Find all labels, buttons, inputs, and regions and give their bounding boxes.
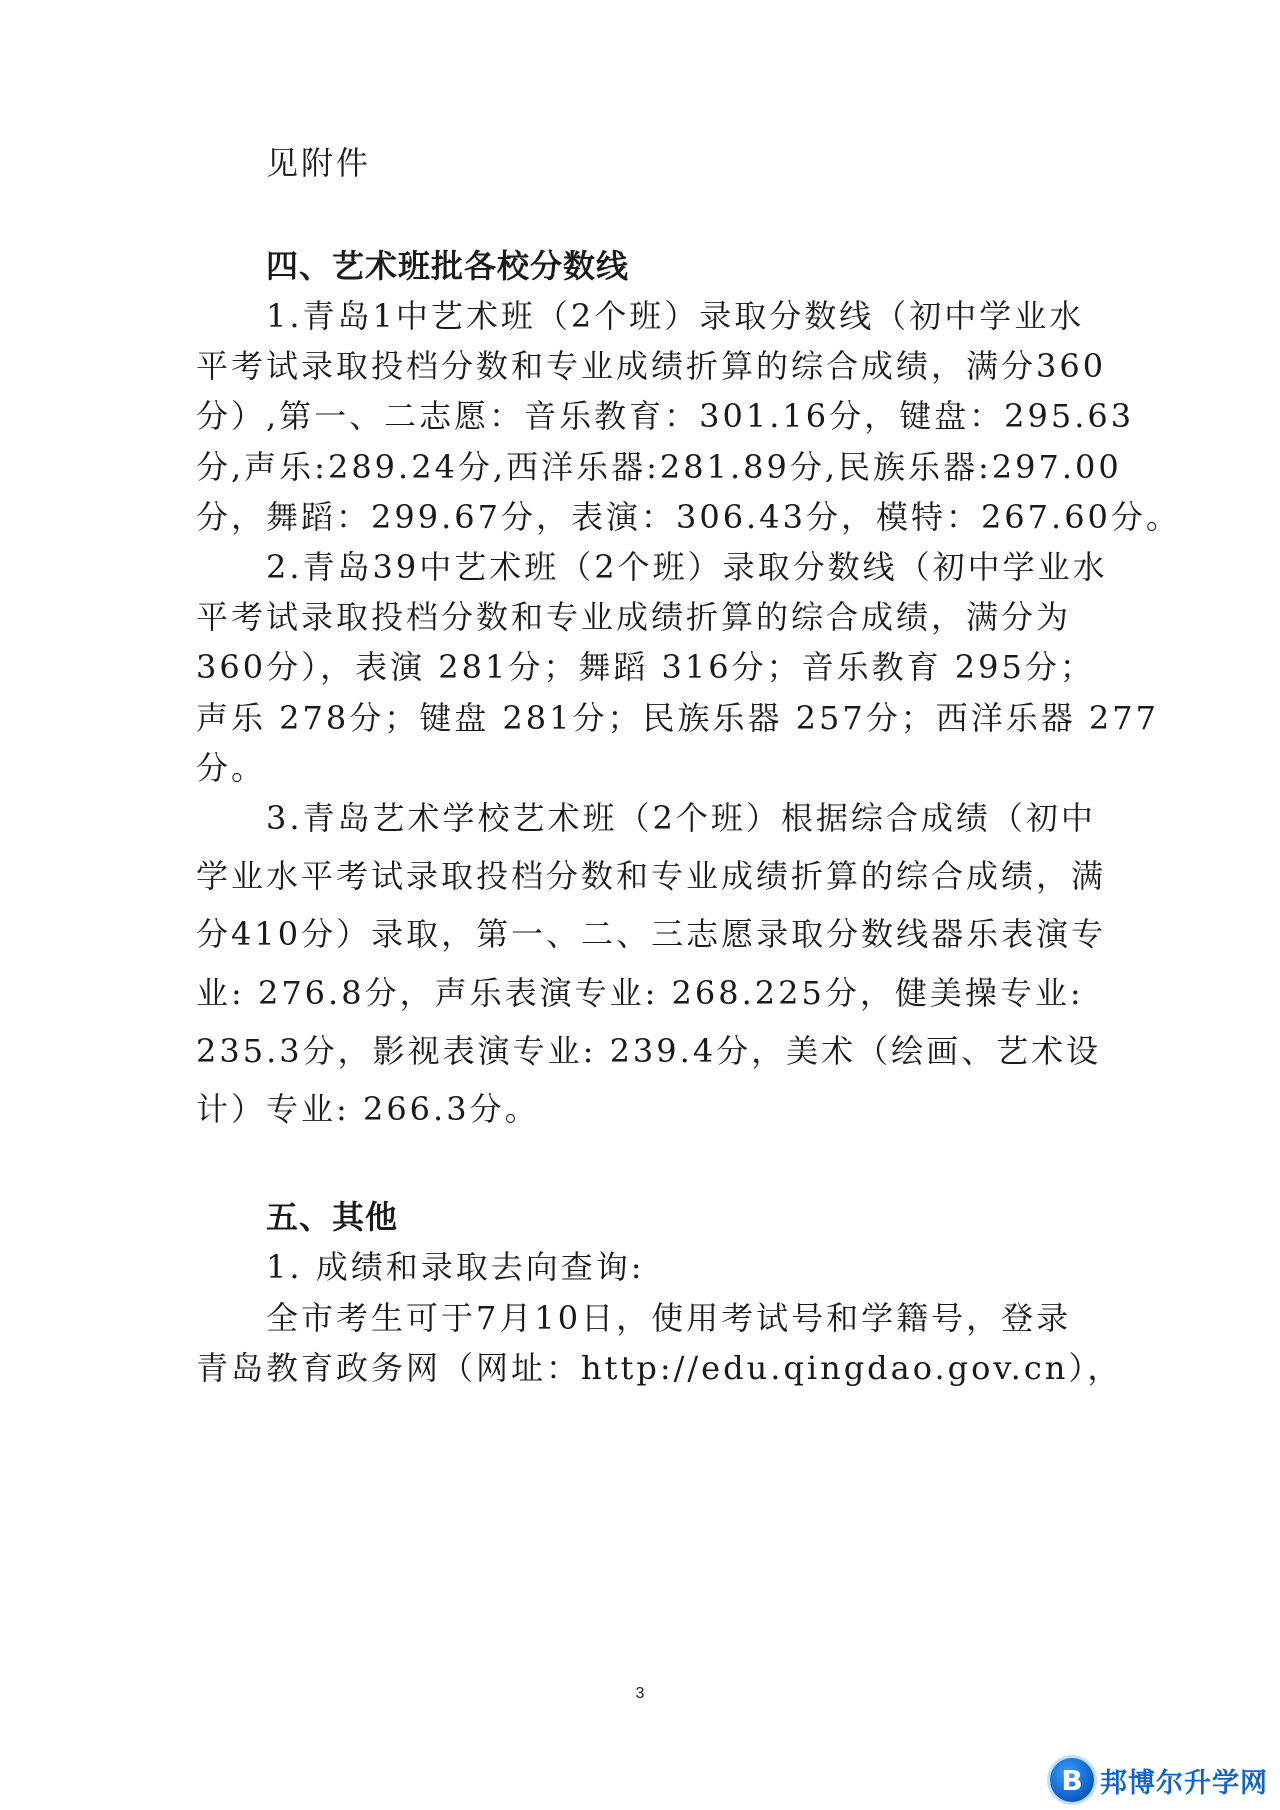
- watermark-logo-icon: B: [1050, 1758, 1094, 1802]
- section-heading-art-class: 四、艺术班批各校分数线: [266, 247, 630, 285]
- paragraph-line: 分。: [196, 749, 267, 787]
- paragraph-line: 1. 成绩和录取去向查询:: [266, 1248, 645, 1286]
- site-watermark: [1050, 1756, 1274, 1804]
- paragraph-line: 学业水平考试录取投档分数和专业成绩折算的综合成绩，满: [196, 857, 1107, 895]
- attachment-note: 见附件: [266, 144, 372, 182]
- paragraph-line: 360分），表演 281分；舞蹈 316分；音乐教育 295分；: [196, 648, 1095, 686]
- paragraph-line: 235.3分，影视表演专业: 239.4分，美术（绘画、艺术设: [196, 1032, 1102, 1070]
- paragraph-line: 业: 276.8分，声乐表演专业: 268.225分，健美操专业:: [196, 974, 1084, 1012]
- paragraph-line: 平考试录取投档分数和专业成绩折算的综合成绩，满分为: [196, 598, 1072, 636]
- paragraph-line: 1.青岛1中艺术班（2个班）录取分数线（初中学业水: [266, 297, 1085, 335]
- paragraph-line: 分，舞蹈：299.67分，表演：306.43分，模特：267.60分。: [196, 498, 1181, 536]
- paragraph-line: 青岛教育政务网（网址：http://edu.qingdao.gov.cn），: [196, 1349, 1123, 1387]
- paragraph-line: 2.青岛39中艺术班（2个班）录取分数线（初中学业水: [266, 548, 1108, 586]
- paragraph-line: 平考试录取投档分数和专业成绩折算的综合成绩，满分360: [196, 347, 1107, 385]
- paragraph-line: 计）专业: 266.3分。: [196, 1090, 540, 1128]
- section-heading-other: 五、其他: [266, 1198, 399, 1236]
- watermark-text: 邦博尔升学网: [1100, 1767, 1268, 1799]
- paragraph-line: 分）,第一、二志愿：音乐教育：301.16分，键盘：295.63: [196, 397, 1135, 435]
- page-number: 3: [635, 1685, 645, 1702]
- paragraph-line: 分410分）录取，第一、二、三志愿录取分数线器乐表演专: [196, 915, 1107, 953]
- paragraph-line: 声乐 278分；键盘 281分；民族乐器 257分；西洋乐器 277: [196, 699, 1160, 737]
- paragraph-line: 3.青岛艺术学校艺术班（2个班）根据综合成绩（初中: [266, 799, 1096, 837]
- paragraph-line: 全市考生可于7月10日，使用考试号和学籍号，登录: [266, 1299, 1072, 1337]
- paragraph-line: 分,声乐:289.24分,西洋乐器:281.89分,民族乐器:297.00: [196, 448, 1122, 486]
